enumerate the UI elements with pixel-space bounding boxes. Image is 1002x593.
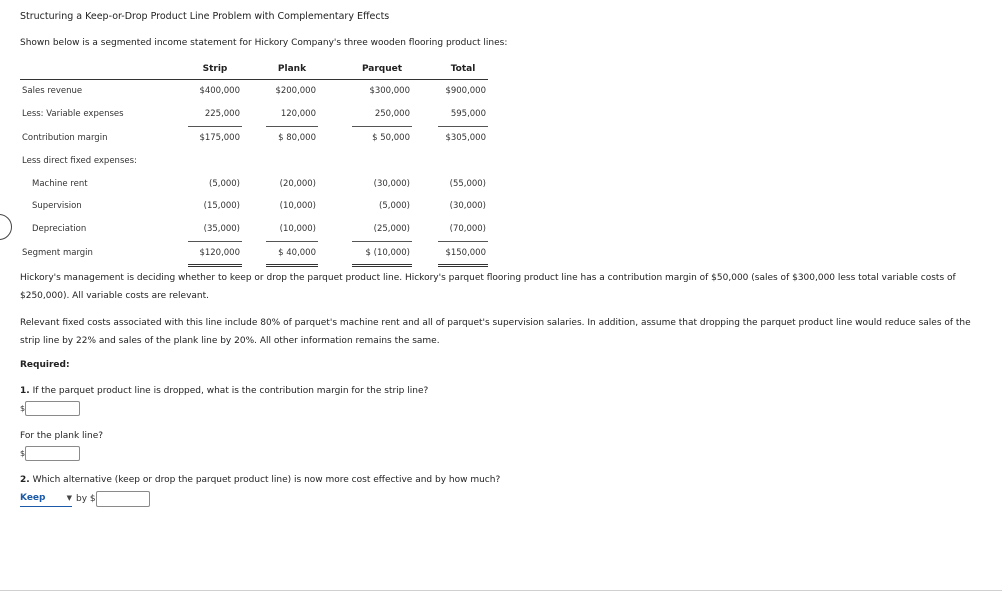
cell-value: $ 80,000	[278, 132, 316, 143]
row-segment-margin	[20, 241, 488, 266]
cell-value: $120,000	[188, 241, 242, 266]
by-label: by $	[76, 494, 96, 504]
row-label: Supervision	[32, 201, 82, 212]
question-number: 1.	[20, 386, 30, 396]
row-sales-revenue	[20, 80, 488, 103]
cell-value: 225,000	[188, 103, 242, 126]
header-plank: Plank	[266, 59, 318, 80]
chevron-down-icon: ▼	[66, 494, 72, 502]
cell-value: (30,000)	[373, 178, 410, 189]
header-total: Total	[438, 59, 488, 80]
cell-value: (30,000)	[449, 201, 486, 212]
row-supervision	[20, 195, 488, 218]
paragraph-relevant-costs: Relevant fixed costs associated with this line include 80% of parquet's machine rent and all of parquet's supervision salaries. In addition, assume that dropping the parquet product line would reduce sales of the strip line by 22% and sales of the plank line by 20%. All other information remains the same.	[20, 318, 971, 346]
cell-value: $305,000	[445, 132, 486, 143]
row-variable-expenses	[20, 103, 488, 126]
cell-value: (15,000)	[203, 201, 240, 212]
keep-drop-dropdown[interactable]	[20, 493, 72, 507]
cell-value: 595,000	[438, 103, 488, 126]
cell-value: $ 50,000	[372, 132, 410, 143]
cell-value: $ (10,000)	[352, 241, 412, 266]
row-label: Contribution margin	[22, 132, 108, 143]
cell-value: $400,000	[199, 86, 240, 97]
question-number: 2.	[20, 475, 30, 485]
row-label: Machine rent	[32, 178, 88, 189]
intro-text: Shown below is a segmented income statement for Hickory Company's three wooden flooring product lines:	[20, 38, 508, 48]
row-depreciation	[20, 218, 488, 241]
cell-value: (5,000)	[209, 178, 240, 189]
question-1b: For the plank line?	[20, 431, 104, 441]
question-2	[20, 475, 500, 485]
cell-value: (55,000)	[449, 178, 486, 189]
cell-value: (10,000)	[279, 201, 316, 212]
dropdown-value: Keep	[20, 493, 46, 503]
cell-value: (20,000)	[279, 178, 316, 189]
cell-value: (25,000)	[352, 218, 412, 241]
currency-symbol: $	[20, 449, 26, 458]
row-contribution-margin	[20, 126, 488, 149]
cell-value: (35,000)	[188, 218, 242, 241]
cell-value: 120,000	[266, 103, 318, 126]
header-strip: Strip	[188, 59, 242, 80]
header-blank	[20, 59, 188, 80]
row-label: Less direct fixed expenses:	[22, 155, 137, 166]
plank-cm-input[interactable]	[25, 446, 80, 461]
difference-input[interactable]	[96, 491, 150, 507]
question-text: Which alternative (keep or drop the parquet product line) is now more cost effective and by how much?	[32, 475, 501, 485]
row-label: Depreciation	[32, 224, 87, 235]
strip-cm-input[interactable]	[25, 401, 80, 416]
question-1	[20, 386, 428, 396]
cell-value: $175,000	[199, 132, 240, 143]
required-heading: Required:	[20, 360, 70, 370]
row-direct-fixed-header	[20, 149, 488, 172]
row-machine-rent	[20, 172, 488, 195]
page-title: Structuring a Keep-or-Drop Product Line Problem with Complementary Effects	[20, 11, 390, 22]
cell-value: (5,000)	[379, 201, 410, 212]
cell-value: $ 40,000	[266, 241, 318, 266]
cell-value: $200,000	[275, 86, 316, 97]
currency-symbol: $	[20, 404, 26, 413]
question-text: If the parquet product line is dropped, what is the contribution margin for the strip line?	[32, 386, 429, 396]
paragraph-management: Hickory's management is deciding whether to keep or drop the parquet product line. Hickory's parquet flooring product line has a contribution margin of $50,000 (sales of $300,000 less total variable costs of $250,000). All variable costs are relevant.	[20, 273, 956, 301]
cell-value: (70,000)	[438, 218, 488, 241]
income-statement-table	[20, 59, 488, 267]
row-label: Less: Variable expenses	[22, 109, 124, 120]
cell-value: $900,000	[445, 86, 486, 97]
cell-value: $150,000	[438, 241, 488, 266]
cell-value: 250,000	[352, 103, 412, 126]
cell-value: (10,000)	[266, 218, 318, 241]
row-label: Segment margin	[22, 248, 93, 259]
row-label: Sales revenue	[22, 86, 83, 97]
bottom-divider	[0, 590, 1002, 591]
circle-marker-icon	[0, 214, 12, 240]
header-parquet: Parquet	[352, 59, 412, 80]
cell-value: $300,000	[369, 86, 410, 97]
